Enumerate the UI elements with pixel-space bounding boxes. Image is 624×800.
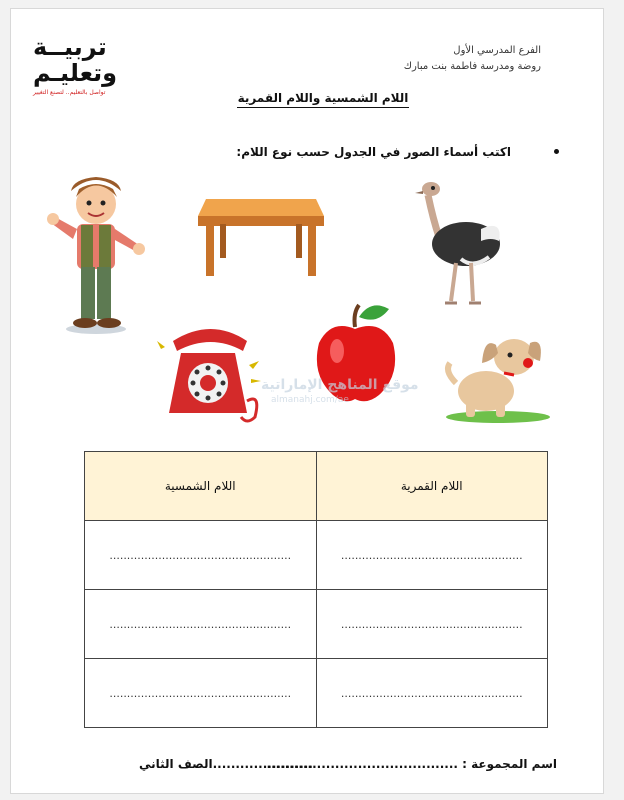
answer-cell-sun[interactable]: .................................................... xyxy=(85,659,317,728)
classification-table xyxy=(84,451,548,728)
table-icon xyxy=(196,194,326,279)
school-name: روضة ومدرسة فاطمة بنت مبارك xyxy=(403,61,541,72)
header-moon-lam: اللام القمرية xyxy=(316,452,548,521)
table-header-row xyxy=(85,452,548,521)
watermark-text: موقع المناهج الإماراتية xyxy=(261,377,419,393)
answer-cell-moon[interactable]: .................................................... xyxy=(316,590,548,659)
dog-icon xyxy=(436,327,551,427)
logo-text-line2: وتعليـم xyxy=(33,59,118,87)
instruction-text: اكتب أسماء الصور في الجدول حسب نوع اللام: xyxy=(236,145,511,159)
logo-tagline: تواصل بالتعليم.. لتصنع التغيير xyxy=(33,89,106,96)
boy-icon xyxy=(41,169,151,339)
table-row xyxy=(85,659,548,728)
logo-text-line1: تربيــة xyxy=(33,33,107,61)
group-name-field[interactable]: اسم المجموعة : .......................................... xyxy=(266,757,557,771)
table-row xyxy=(85,590,548,659)
answer-cell-moon[interactable]: .................................................... xyxy=(316,521,548,590)
worksheet-page xyxy=(10,8,604,794)
telephone-icon xyxy=(151,321,266,426)
answer-cell-sun[interactable]: .................................................... xyxy=(85,590,317,659)
answer-cell-sun[interactable]: .................................................... xyxy=(85,521,317,590)
watermark-url: almanahj.com/ae xyxy=(271,395,349,405)
page-title: اللام الشمسية واللام القمرية xyxy=(237,91,409,108)
bullet-icon xyxy=(554,149,559,154)
school-branch: الفرع المدرسي الأول xyxy=(453,45,541,56)
grade-label: ......................الصف الثاني xyxy=(139,757,313,771)
ostrich-icon xyxy=(411,179,506,309)
header-sun-lam: اللام الشمسية xyxy=(85,452,317,521)
answer-cell-moon[interactable]: .................................................... xyxy=(316,659,548,728)
table-row xyxy=(85,521,548,590)
